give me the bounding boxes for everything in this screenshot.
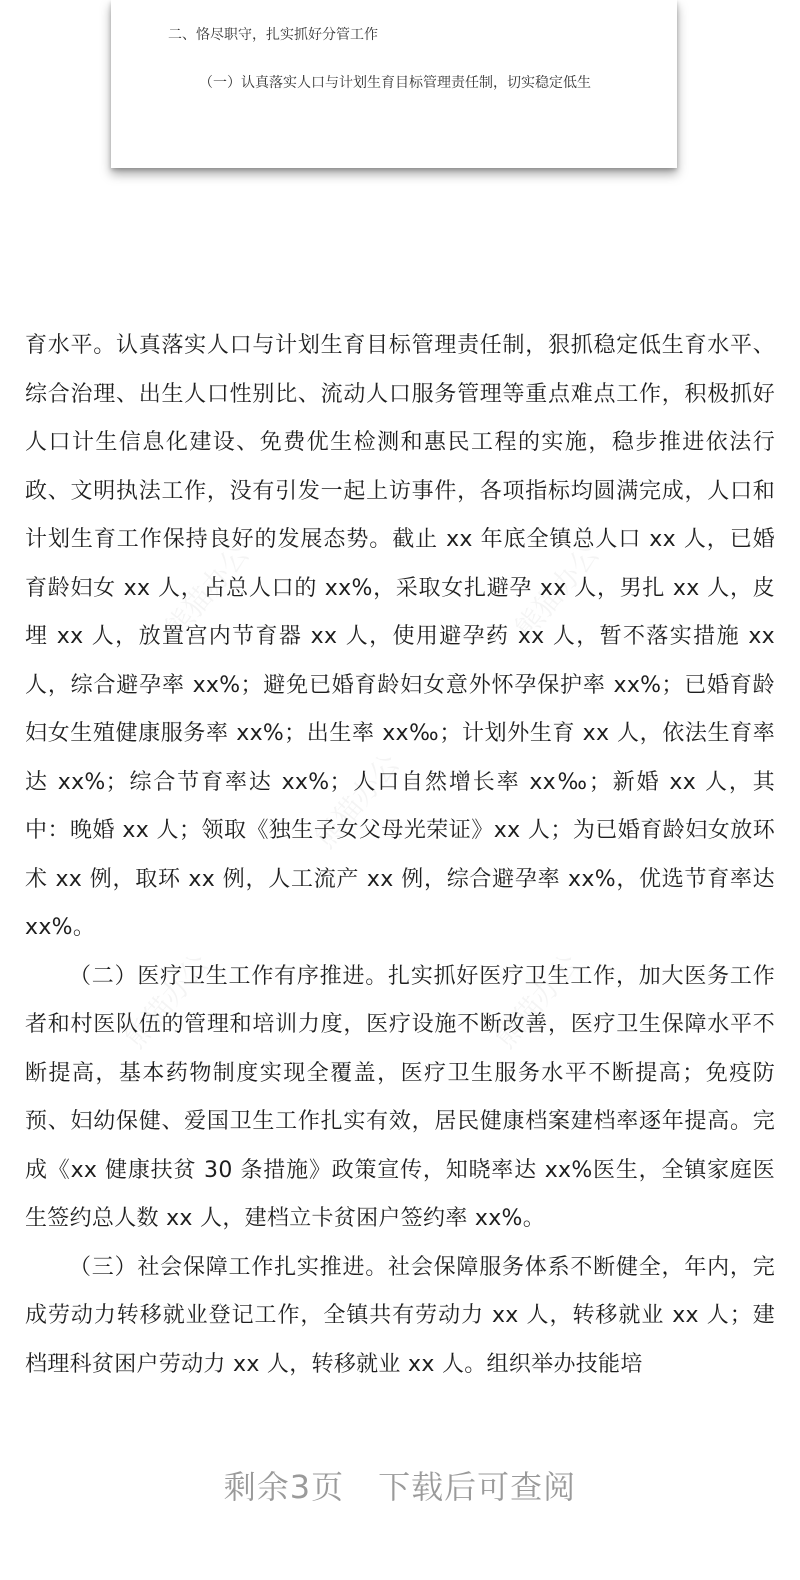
document-preview-card (111, 0, 677, 168)
preview-subheading: （一）认真落实人口与计划生育目标管理责任制，切实稳定低生 (199, 75, 591, 91)
remaining-pages-label: 剩余3页 (223, 1468, 345, 1506)
download-to-view-link[interactable]: 下载后可查阅 (378, 1468, 577, 1506)
paragraph-population: 育水平。认真落实人口与计划生育目标管理责任制，狠抓稳定低生育水平、综合治理、出生人口性别比、流动人口服务管理等重点难点工作，积极抓好人口计生信息化建设、免费优生检测和惠民工程的实施，稳步推进依法行政、文明执法工作，没有引发一起上访事件，各项指标均圆满完成，人口和计划生育工作保持良好的发展态势。截止 xx 年底全镇总人口 xx 人，已婚育龄妇女 xx 人，占总人口的 xx%，采取女扎避孕 xx 人，男扎 xx 人，皮埋 xx 人，放置宫内节育器 xx 人，使用避孕药 xx 人，暂不落实措施 xx 人，综合避孕率 xx%；避免已婚育龄妇女意外怀孕保护率 xx%；已婚育龄妇女生殖健康服务率 xx%；出生率 xx‰；计划外生育 xx 人，依法生育率达 xx%；综合节育率达 xx%；人口自然增长率 xx‰；新婚 xx 人，其中：晚婚 xx 人；领取《独生子女父母光荣证》xx 人；为已婚育龄妇女放环术 xx 例，取环 xx 例，人工流产 xx 例，综合避孕率 xx%，优选节育率达 xx%。 (25, 333, 775, 940)
preview-heading: 二、恪尽职守，扎实抓好分管工作 (168, 27, 378, 43)
document-body (25, 322, 775, 1389)
download-prompt[interactable] (0, 1462, 800, 1508)
paragraph-social-security: （三）社会保障工作扎实推进。社会保障服务体系不断健全，年内，完成劳动力转移就业登记工作，全镇共有劳动力 xx 人，转移就业 xx 人；建档理科贫困户劳动力 xx 人，转移就业 xx 人。组织举办技能培 (25, 1254, 775, 1377)
paragraph-health: （二）医疗卫生工作有序推进。扎实抓好医疗卫生工作，加大医务工作者和村医队伍的管理和培训力度，医疗设施不断改善，医疗卫生保障水平不断提高，基本药物制度实现全覆盖，医疗卫生服务水平不断提高；免疫防预、妇幼保健、爱国卫生工作扎实有效，居民健康档案建档率逐年提高。完成《xx 健康扶贫 30 条措施》政策宣传，知晓率达 xx%医生，全镇家庭医生签约总人数 xx 人，建档立卡贫困户签约率 xx%。 (25, 963, 775, 1231)
